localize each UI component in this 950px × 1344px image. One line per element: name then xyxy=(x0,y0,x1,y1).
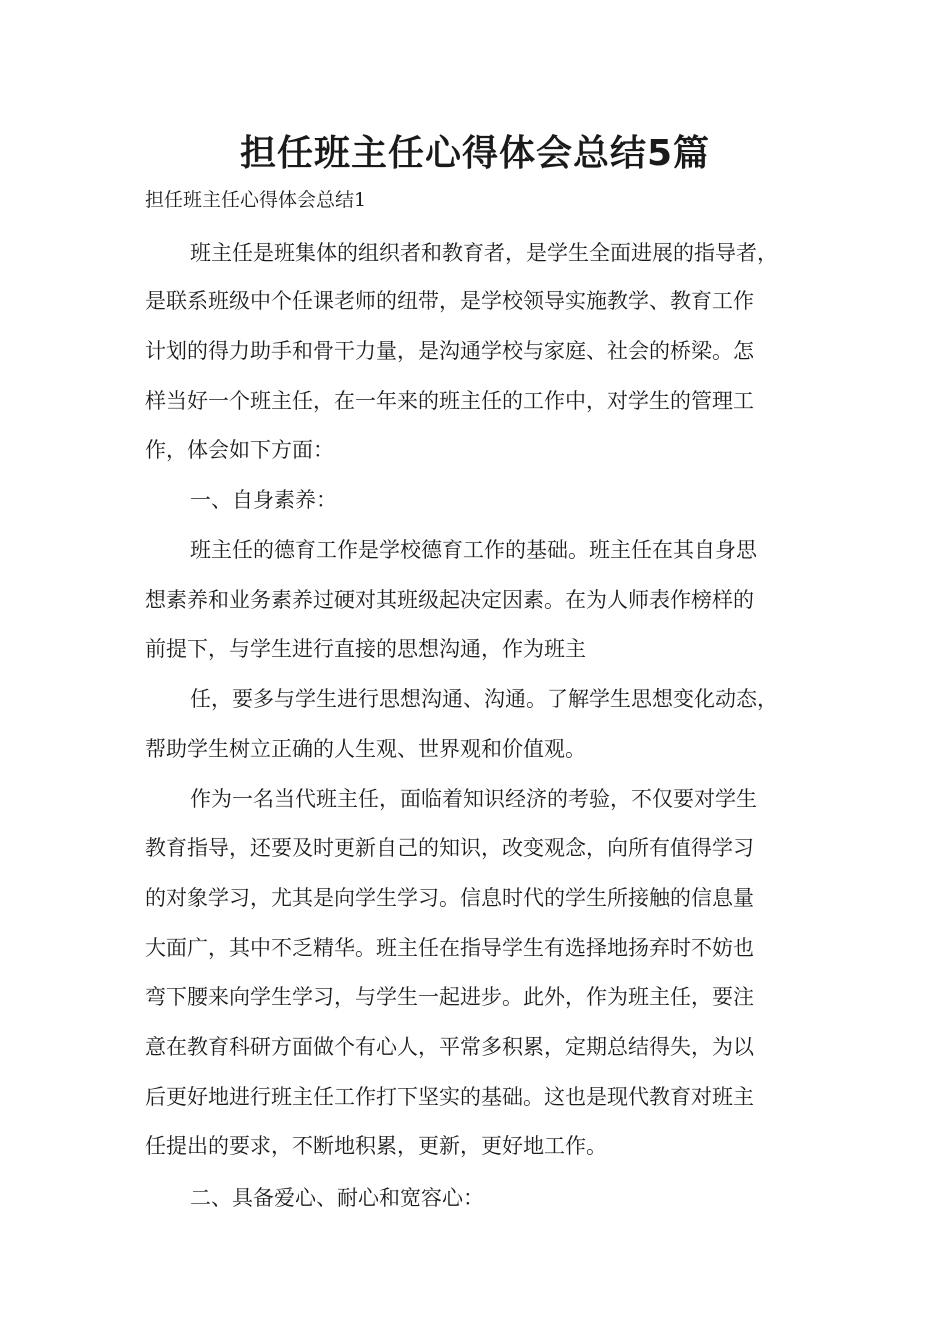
body-line: 是联系班级中个任课老师的纽带，是学校领导实施教学、教育工作 xyxy=(145,289,754,313)
body-line: 作，体会如下方面： xyxy=(145,438,334,462)
body-line: 后更好地进行班主任工作打下坚实的基础。这也是现代教育对班主 xyxy=(145,1085,754,1109)
body-line: 的对象学习，尤其是向学生学习。信息时代的学生所接触的信息量 xyxy=(145,886,754,910)
body-line: 前提下，与学生进行直接的思想沟通，作为班主 xyxy=(145,637,586,661)
body-line: 班主任的德育工作是学校德育工作的基础。班主任在其自身思 xyxy=(190,538,757,562)
section-heading: 一、自身素养： xyxy=(190,488,337,512)
body-line: 弯下腰来向学生学习，与学生一起进步。此外，作为班主任，要注 xyxy=(145,985,754,1009)
page-title: 担任班主任心得体会总结5篇 xyxy=(239,133,711,174)
body-line: 任提出的要求，不断地积累，更新，更好地工作。 xyxy=(145,1134,607,1158)
body-line: 作为一名当代班主任，面临着知识经济的考验，不仅要对学生 xyxy=(190,787,757,811)
body-line: 意在教育科研方面做个有心人，平常多积累，定期总结得失，为以 xyxy=(145,1035,754,1059)
body-line: 计划的得力助手和骨干力量，是沟通学校与家庭、社会的桥梁。怎 xyxy=(145,339,754,363)
body-line: 班主任是班集体的组织者和教育者，是学生全面进展的指导者， xyxy=(190,241,778,265)
section-subtitle: 担任班主任心得体会总结1 xyxy=(145,189,367,211)
body-line: 帮助学生树立正确的人生观、世界观和价值观。 xyxy=(145,737,586,761)
body-line: 任，要多与学生进行思想沟通、沟通。了解学生思想变化动态， xyxy=(190,687,778,711)
section-heading: 二、具备爱心、耐心和宽容心： xyxy=(190,1186,484,1210)
body-line: 教育指导，还要及时更新自己的知识，改变观念，向所有值得学习 xyxy=(145,836,754,860)
body-line: 想素养和业务素养过硬对其班级起决定因素。在为人师表作榜样的 xyxy=(145,588,754,612)
body-line: 大面广，其中不乏精华。班主任在指导学生有选择地扬弃时不妨也 xyxy=(145,936,754,960)
body-line: 样当好一个班主任，在一年来的班主任的工作中，对学生的管理工 xyxy=(145,389,754,413)
